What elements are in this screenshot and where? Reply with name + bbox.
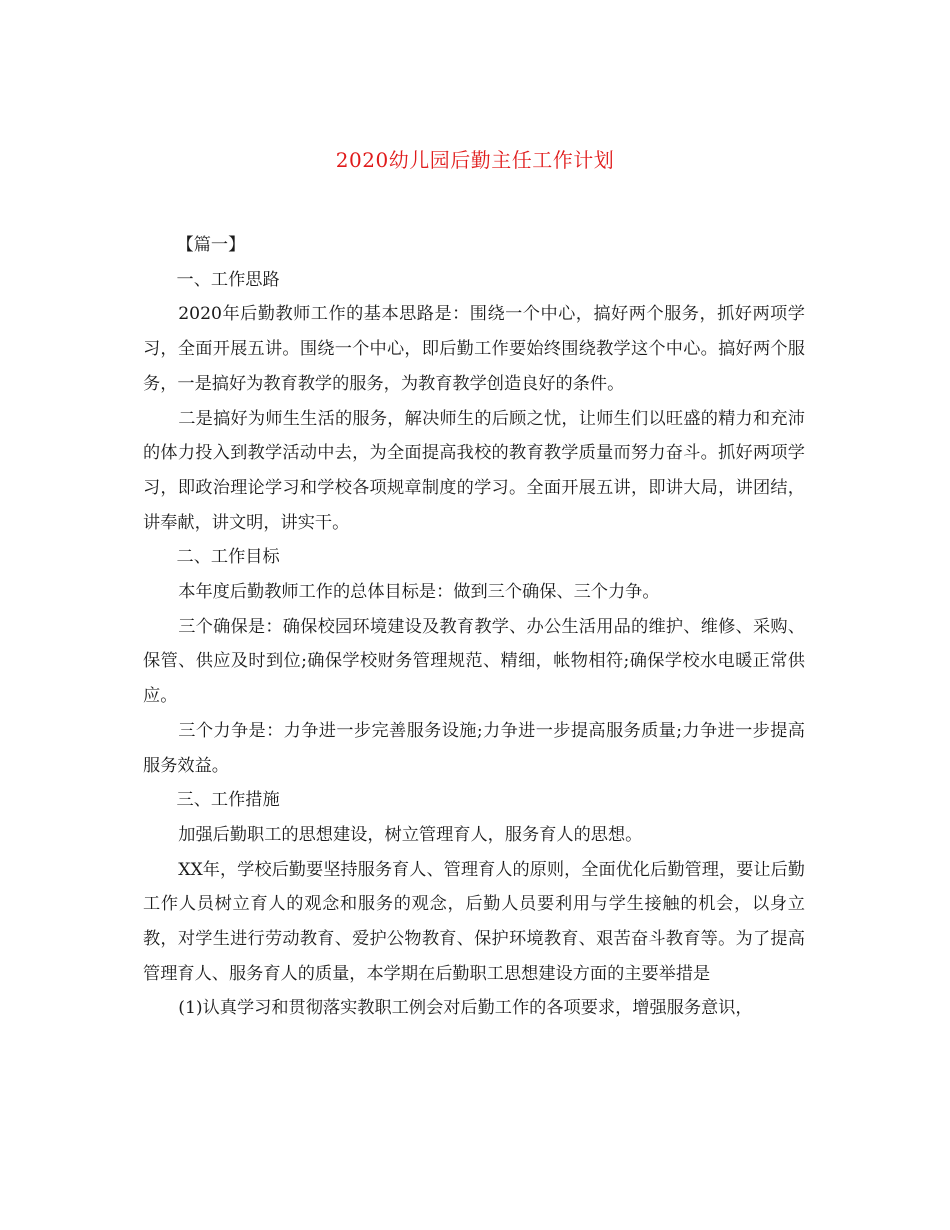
heading-work-approach: 一、工作思路: [176, 269, 280, 290]
paragraph: 2020年后勤教师工作的基本思路是：围绕一个中心，搞好两个服务，抓好两项学习，全面开展五讲。围绕一个中心，即后勤工作要始终围绕教学这个中心。搞好两个服务，一是搞好为教育教学的服务，为教育教学创造良好的条件。: [143, 304, 805, 394]
paragraph: 本年度后勤教师工作的总体目标是：做到三个确保、三个力争。: [178, 582, 660, 603]
section-marker: 【篇一】: [176, 235, 246, 255]
document-title: 2020幼儿园后勤主任工作计划: [335, 148, 615, 172]
heading-work-measures: 三、工作措施: [176, 790, 280, 811]
document-body: [143, 228, 805, 1026]
paragraph: 加强后勤职工的思想建设，树立管理育人，服务育人的思想。: [178, 824, 643, 845]
paragraph: (1)认真学习和贯彻落实教职工例会对后勤工作的各项要求，增强服务意识，: [178, 998, 753, 1019]
paragraph: XX年，学校后勤要坚持服务育人、管理育人的原则，全面优化后勤管理，要让后勤工作人员树立育人的观念和服务的观念，后勤人员要利用与学生接触的机会，以身立教，对学生进行劳动教育、爱护公物教育、保护环境教育、艰苦奋斗教育等。为了提高管理育人、服务育人的质量，本学期在后勤职工思想建设方面的主要举措是: [143, 859, 805, 984]
paragraph: 三个力争是：力争进一步完善服务设施;力争进一步提高服务质量;力争进一步提高服务效益。: [143, 720, 805, 776]
heading-work-goals: 二、工作目标: [176, 547, 280, 568]
paragraph: 二是搞好为师生生活的服务，解决师生的后顾之忧，让师生们以旺盛的精力和充沛的体力投入到教学活动中去，为全面提高我校的教育教学质量而努力奋斗。抓好两项学习，即政治理论学习和学校各项规章制度的学习。全面开展五讲，即讲大局，讲团结，讲奉献，讲文明，讲实干。: [143, 408, 805, 533]
paragraph: 三个确保是：确保校园环境建设及教育教学、办公生活用品的维护、维修、采购、保管、供应及时到位;确保学校财务管理规范、精细，帐物相符;确保学校水电暖正常供应。: [143, 616, 805, 707]
